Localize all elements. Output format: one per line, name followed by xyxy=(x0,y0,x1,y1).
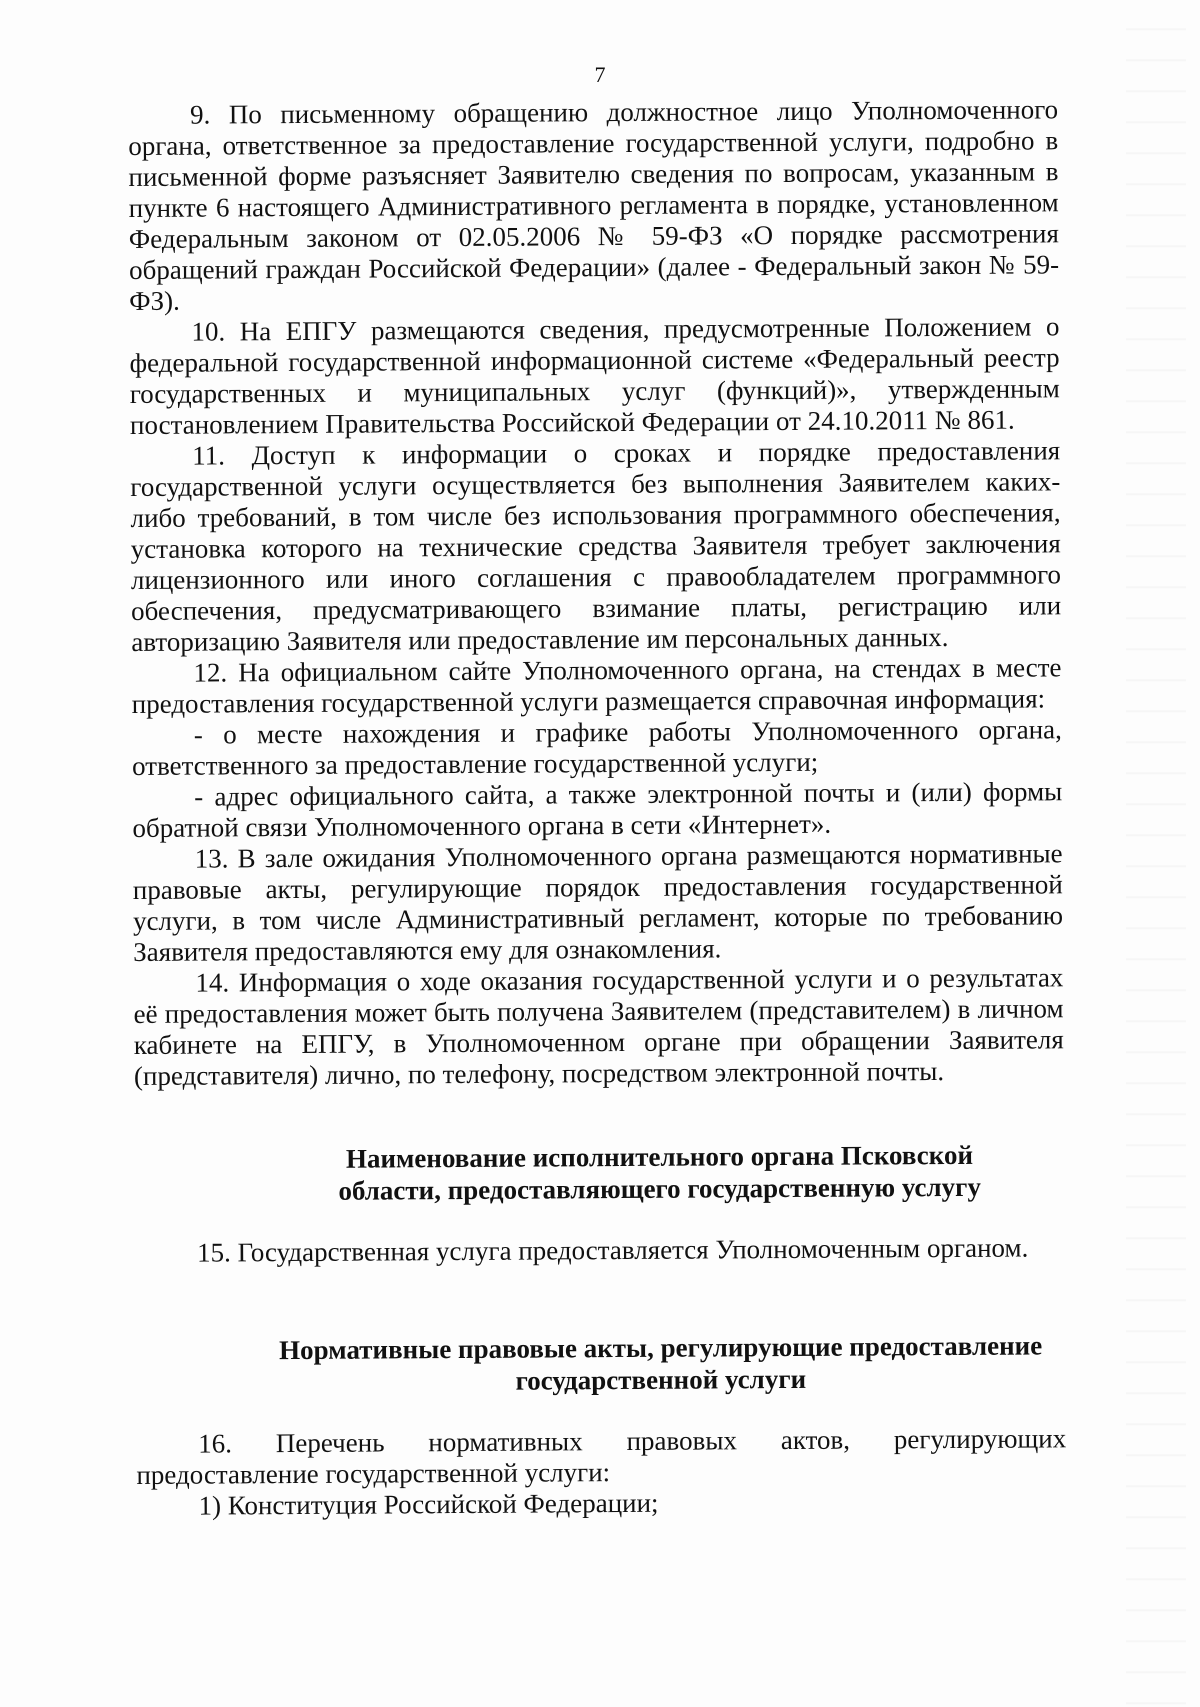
paragraph-12-item-2: - адрес официального сайта, а также электронной почты и (или) формы обратной связи Уполномоченного органа в сети «Интернет». xyxy=(132,776,1063,843)
scan-margin-artifacts xyxy=(1126,0,1186,1707)
paragraph-12: 12. На официальном сайте Уполномоченного органа, на стендах в месте предоставления государственной услуги размещается справочная информация: xyxy=(131,652,1062,719)
paragraph-9: 9. По письменному обращению должностное лицо Уполномоченного органа, ответственное за предоставление государственной услуги, подробно в письменной форме разъясняет Заявителю сведения по вопросам, указанным в пункте 6 настоящего Административного регламента в порядке, установленном Федеральным законом от 02.05.2006 № 59-ФЗ «О порядке рассмотрения обращений граждан Российской Федерации» (далее - Федеральный закон № 59-ФЗ). xyxy=(128,94,1060,316)
paragraph-10: 10. На ЕПГУ размещаются сведения, предусмотренные Положением о федеральной государственной информационной системе «Федеральный реестр государственных и муниципальных услуг (функций)», утвержденным постановлением Правительства Российской Федерации от 24.10.2011 № 861. xyxy=(129,311,1060,440)
spacer xyxy=(134,1086,1064,1144)
paragraph-13: 13. В зале ожидания Уполномоченного органа размещаются нормативные правовые акты, регулирующие порядок предоставления государственной услуги, в том числе Административный регламент, которые по требованию Заявителя предоставляются ему для ознакомления. xyxy=(132,838,1064,967)
paragraph-15: 15. Государственная услуга предоставляется Уполномоченным органом. xyxy=(196,1232,1029,1268)
document-body xyxy=(128,94,1067,1522)
section-heading-1-line-1: Наименование исполнительного органа Псковской xyxy=(345,1139,974,1174)
page-number: 7 xyxy=(594,62,606,87)
paragraph-14: 14. Информация о ходе оказания государственной услуги и о результатах её предоставления может быть получена Заявителем (представителем) в личном кабинете на ЕПГУ, в Уполномоченном органе при обращении Заявителя (представителя) лично, по телефону, посредством электронной почты. xyxy=(133,962,1064,1091)
paragraph-12-item-1: - о месте нахождения и графике работы Уполномоченного органа, ответственного за предоставление государственной услуги; xyxy=(131,714,1062,781)
paragraph-11: 11. Доступ к информации о сроках и порядке предоставления государственной услуги осуществляется без выполнения Заявителем каких-либо требований, в том числе без использования программного обеспечения, установка которого на технические средства Заявителя требует заключения лицензионного или иного соглашения с правообладателем программного обеспечения, предусматривающего взимание платы, регистрацию или авторизацию Заявителя или предоставление им персональных данных. xyxy=(130,435,1062,657)
section-heading-2-line-1: Нормативные правовые акты, регулирующие предоставление xyxy=(279,1330,1043,1366)
paragraph-16: 16. Перечень нормативных правовых актов, регулирующих предоставление государственной услуги: xyxy=(136,1423,1067,1490)
section-heading-2-line-2: государственной услуги xyxy=(515,1363,807,1396)
section-heading-1-line-2: области, предоставляющего государственную услугу xyxy=(338,1171,981,1206)
spacer xyxy=(135,1263,1065,1321)
paragraph-16-item-1: 1) Конституция Российской Федерации; xyxy=(198,1487,659,1521)
